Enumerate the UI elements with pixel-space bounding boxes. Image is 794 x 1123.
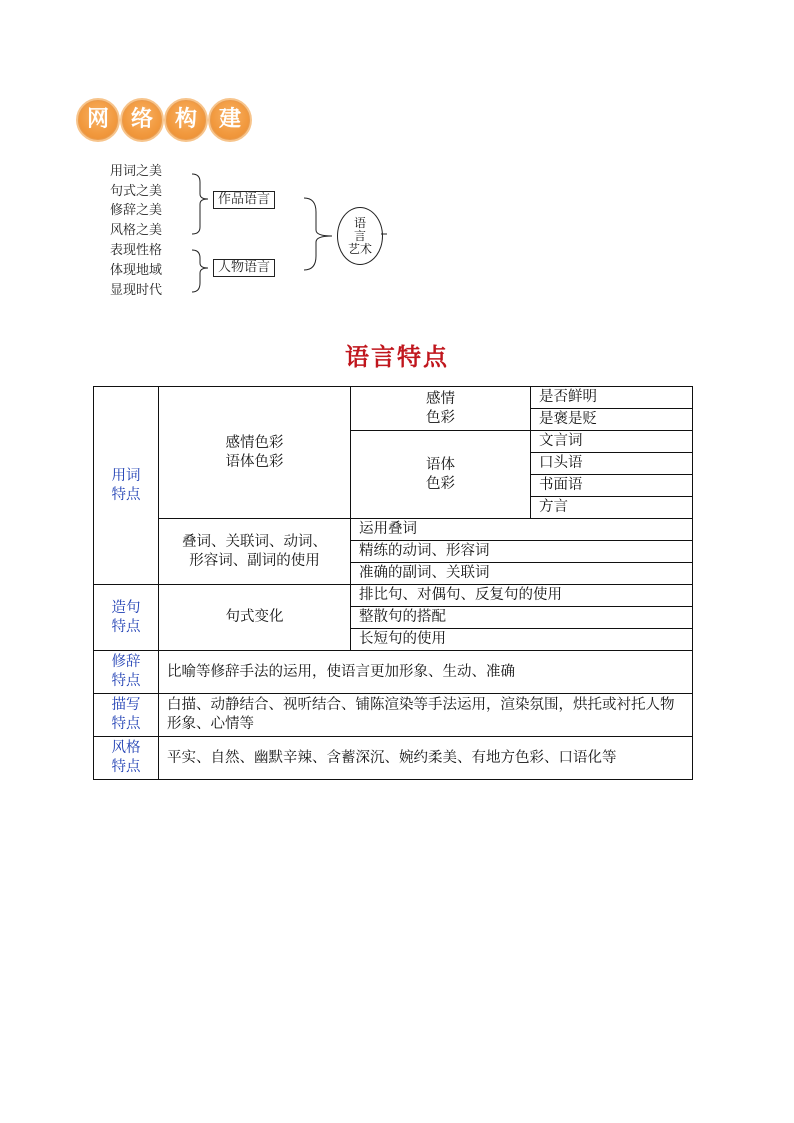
bracket-root <box>304 198 332 270</box>
item-cell: 准确的副词、关联词 <box>351 563 693 585</box>
category-cell: 修辞 特点 <box>94 651 159 694</box>
category-cell: 风格 特点 <box>94 737 159 780</box>
category-cell: 造句 特点 <box>94 585 159 651</box>
mm-root-oval <box>337 207 383 265</box>
subcategory-cell: 句式变化 <box>159 585 351 651</box>
item-cell: 运用叠词 <box>351 519 693 541</box>
mm-box-label: 作品语言 <box>213 191 275 209</box>
category-cell: 描写 特点 <box>94 694 159 737</box>
mm-box-label: 人物语言 <box>213 259 275 277</box>
description-cell: 平实、自然、幽默辛辣、含蓄深沉、婉约柔美、有地方色彩、口语化等 <box>159 737 693 780</box>
bracket-group1 <box>192 174 208 234</box>
mm-root-char: 语 <box>353 215 366 230</box>
item-cell: 是褒是贬 <box>531 409 693 431</box>
bracket-group2 <box>192 250 208 292</box>
item-cell: 整散句的搭配 <box>351 607 693 629</box>
subsubcategory-cell: 语体 色彩 <box>351 431 531 519</box>
description-cell: 比喻等修辞手法的运用，使语言更加形象、生动、准确 <box>159 651 693 694</box>
mm-item: 用词之美 <box>110 164 163 179</box>
subsubcategory-cell: 感情 色彩 <box>351 387 531 431</box>
mm-item: 表现性格 <box>110 243 163 258</box>
subcategory-cell: 感情色彩 语体色彩 <box>159 387 351 519</box>
mm-root-char: 言 <box>353 228 366 243</box>
mm-item: 风格之美 <box>110 223 163 238</box>
item-cell: 口头语 <box>531 453 693 475</box>
badge-char: 建 <box>208 98 252 142</box>
mm-item: 修辞之美 <box>110 203 163 218</box>
item-cell: 排比句、对偶句、反复句的使用 <box>351 585 693 607</box>
badge-char: 构 <box>164 98 208 142</box>
item-cell: 文言词 <box>531 431 693 453</box>
mm-item: 体现地域 <box>110 263 163 278</box>
mm-root-char: 术 <box>360 241 373 256</box>
page-title: 语言特点 <box>345 343 449 371</box>
item-cell: 书面语 <box>531 475 693 497</box>
mm-item: 句式之美 <box>110 184 163 199</box>
item-cell: 精练的动词、形容词 <box>351 541 693 563</box>
subcategory-cell: 叠词、关联词、动词、 形容词、副词的使用 <box>159 519 351 585</box>
description-cell: 白描、动静结合、视听结合、铺陈渲染等手法运用，渲染氛围，烘托或衬托人物形象、心情等 <box>159 694 693 737</box>
item-cell: 是否鲜明 <box>531 387 693 409</box>
badge-char: 络 <box>120 98 164 142</box>
mind-map <box>0 0 794 320</box>
item-cell: 方言 <box>531 497 693 519</box>
mm-root-char: 艺 <box>347 241 360 256</box>
mm-item: 显现时代 <box>110 283 163 298</box>
category-cell: 用词 特点 <box>94 387 159 585</box>
badge-char: 网 <box>76 98 120 142</box>
item-cell: 长短句的使用 <box>351 629 693 651</box>
language-features-table <box>93 386 693 780</box>
